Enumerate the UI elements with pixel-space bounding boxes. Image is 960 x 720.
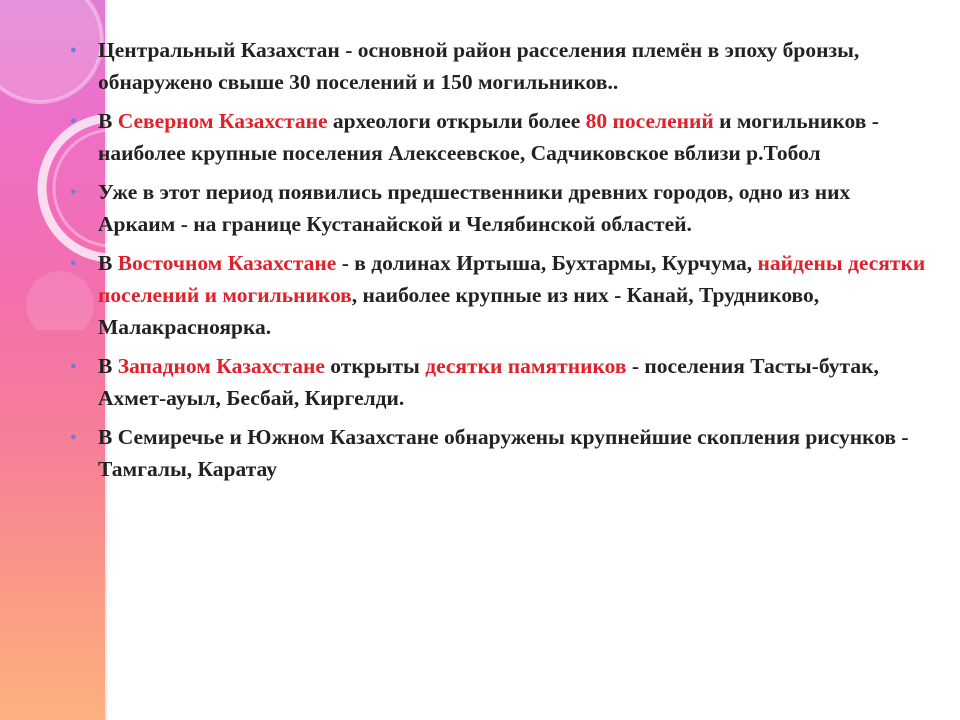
bullet-text: - в долинах Иртыша, Бухтармы, Курчума, [336,251,758,275]
highlighted-text: десятки памятников [425,354,627,378]
bullet-dot-icon: ● [70,186,77,198]
bullet-dot-icon: ● [70,431,77,443]
bullet-text: В Семиречье и Южном Казахстане обнаружены крупнейшие скопления рисунков - Тамгалы, Каратау [98,425,909,481]
bullet-text: В [98,354,118,378]
bullet-text: В [98,251,118,275]
bullet-text: В [98,109,118,133]
bullet-text: Центральный Казахстан - основной район расселения племён в эпоху бронзы, обнаружено свыше 30 поселений и 150 могильников.. [98,38,860,94]
bullet-text: археологи открыли более [327,109,586,133]
highlighted-text: Западном Казахстане [117,354,325,378]
bullet-item [70,34,930,98]
bullet-item [70,176,930,240]
bullet-text: - поселения Тасты-бутак, Ахмет-ауыл, Бесбай, Киргелди. [98,354,879,410]
bullet-dot-icon: ● [70,44,77,56]
bullet-item [70,105,930,169]
bullet-dot-icon: ● [70,257,77,269]
highlighted-text: 80 поселений [585,109,714,133]
bullet-dot-icon: ● [70,360,77,372]
highlighted-text: Восточном Казахстане [117,251,337,275]
bullet-text: открыты [324,354,426,378]
highlighted-text: Северном Казахстане [117,109,328,133]
bullet-text: , наиболее крупные из них - Канай, Трудниково, Малакрасноярка. [98,283,820,339]
bullet-item [70,421,930,485]
bullet-text: и могильников - наиболее крупные поселения Алексеевское, Садчиковское вблизи р.Тобол [98,109,879,165]
bullet-list [70,34,930,492]
bullet-item [70,247,930,343]
highlighted-text: найдены десятки поселений и могильников [98,251,926,307]
bullet-text: Уже в этот период появились предшественники древних городов, одно из них Аркаим - на границе Кустанайской и Челябинской областей. [98,180,851,236]
bullet-dot-icon: ● [70,115,77,127]
bullet-item [70,350,930,414]
